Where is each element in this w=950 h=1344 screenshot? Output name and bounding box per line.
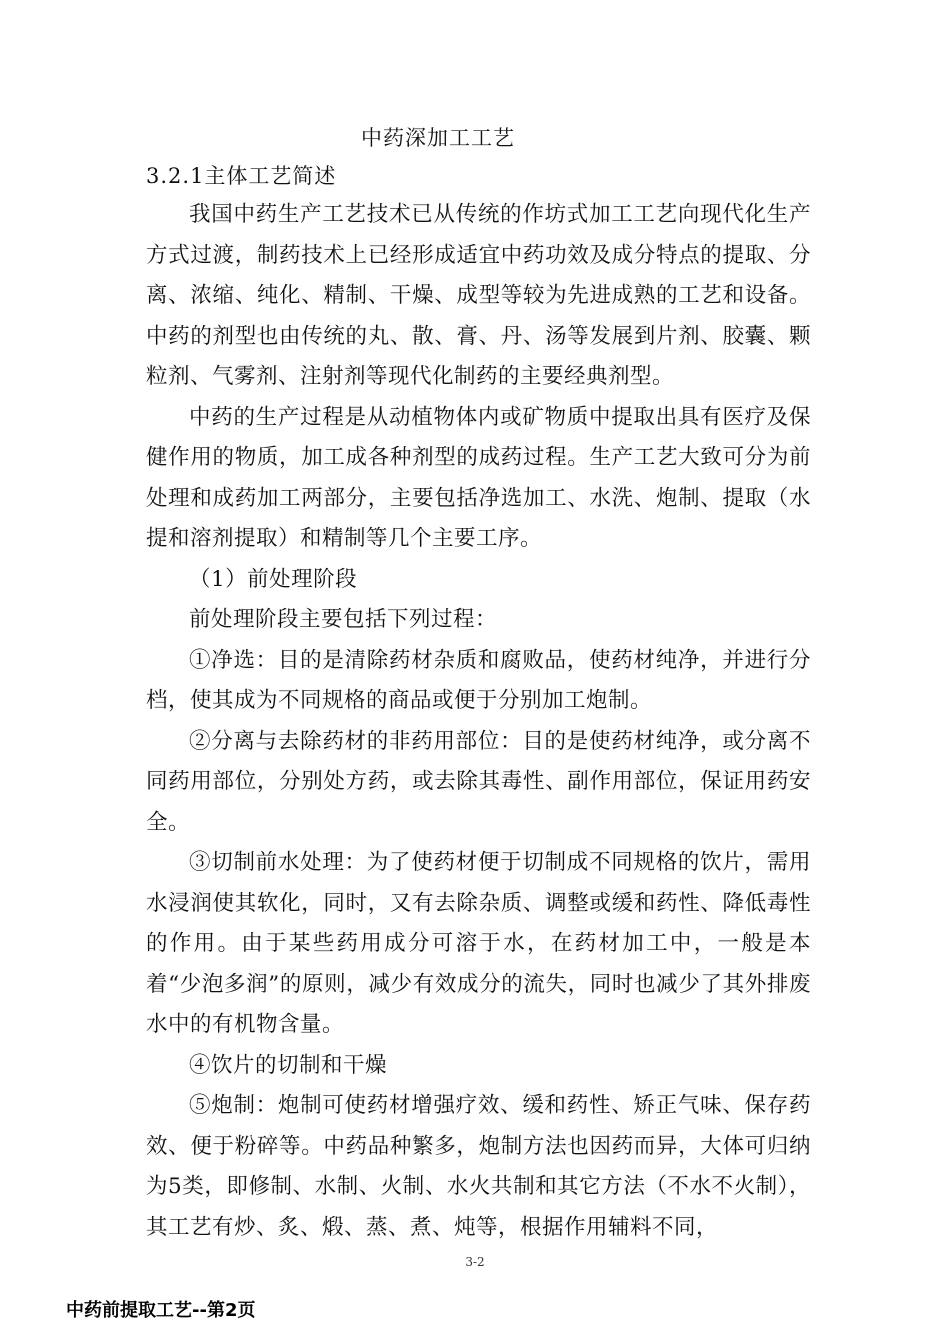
paragraph-item-2: ②分离与去除药材的非药用部位：目的是使药材纯净，或分离不同药用部位，分别处方药，或去除其毒性、副作用部位，保证用药安全。 <box>146 728 811 835</box>
paragraph-item-4: ④饮片的切制和干燥 <box>189 1052 388 1078</box>
paragraph-stage-heading: （1）前处理阶段 <box>189 566 358 592</box>
section-heading: 3.2.1主体工艺简述 <box>146 164 337 188</box>
paragraph-item-1: ①净选：目的是清除药材杂质和腐败品，使药材纯净，并进行分档，使其成为不同规格的商品或便于分别加工炮制。 <box>146 647 811 713</box>
document-title: 中药深加工工艺 <box>361 126 515 150</box>
footer-caption: 中药前提取工艺--第2页 <box>66 1300 256 1321</box>
paragraph-item-3: ③切制前水处理：为了使药材便于切制成不同规格的饮片，需用水浸润使其软化，同时，又有去除杂质、调整或缓和药性、降低毒性的作用。由于某些药用成分可溶于水，在药材加工中，一般是本着“少泡多润”的原则，减少有效成分的流失，同时也减少了其外排废水中的有机物含量。 <box>146 850 811 1037</box>
paragraph-intro: 我国中药生产工艺技术已从传统的作坊式加工工艺向现代化生产方式过渡，制药技术上已经形成适宜中药功效及成分特点的提取、分离、浓缩、纯化、精制、干燥、成型等较为先进成熟的工艺和设备。中药的剂型也由传统的丸、散、膏、丹、汤等发展到片剂、胶囊、颗粒剂、气雾剂、注射剂等现代化制药的主要经典剂型。 <box>146 202 811 389</box>
body-text <box>146 195 811 1248</box>
page-number: 3-2 <box>465 1255 485 1269</box>
paragraph-stage-intro: 前处理阶段主要包括下列过程： <box>189 607 498 632</box>
paragraph-item-5: ⑤炮制：炮制可使药材增强疗效、缓和药性、矫正气味、保存药效、便于粉碎等。中药品种繁多，炮制方法也因药而异，大体可归纳为5类，即修制、水制、火制、水火共制和其它方法（不水不火制），其工艺有炒、炙、煅、蒸、煮、炖等，根据作用辅料不同， <box>146 1093 811 1240</box>
paragraph-process: 中药的生产过程是从动植物体内或矿物质中提取出具有医疗及保健作用的物质，加工成各种剂型的成药过程。生产工艺大致可分为前处理和成药加工两部分，主要包括净选加工、水洗、炮制、提取（水提和溶剂提取）和精制等几个主要工序。 <box>146 404 811 551</box>
